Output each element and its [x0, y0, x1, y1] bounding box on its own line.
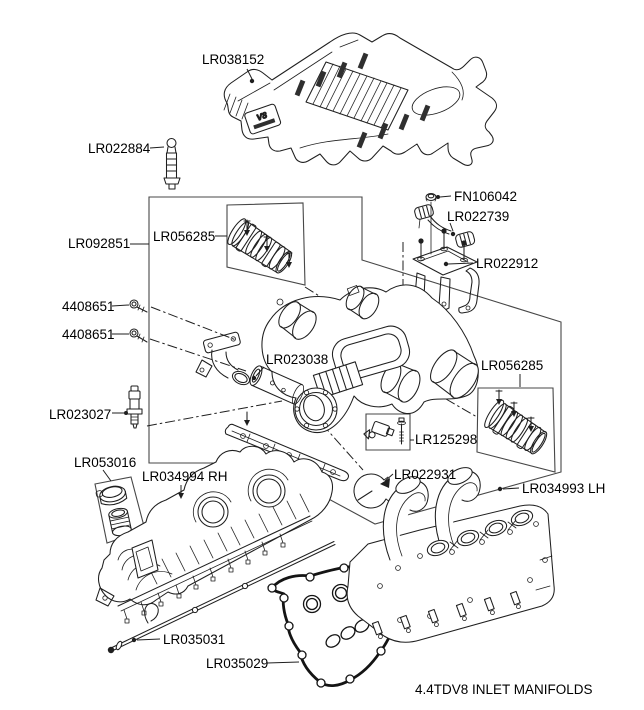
- intake-duct-right-drawing: [482, 390, 551, 459]
- part-label-lr035031[interactable]: LR035031: [163, 632, 226, 647]
- part-label-lr023027[interactable]: LR023027: [49, 407, 112, 422]
- damper-pin-drawing: [164, 139, 180, 190]
- part-label-lr023038[interactable]: LR023038: [266, 352, 329, 367]
- part-label-4408651-b[interactable]: 4408651: [62, 327, 115, 342]
- intake-duct-upper-drawing: [225, 217, 296, 278]
- bolt-b-drawing: [130, 329, 147, 342]
- part-label-lr092851[interactable]: LR092851: [68, 236, 131, 251]
- bolt-a-drawing: [130, 300, 147, 312]
- part-label-lr056285-upper[interactable]: LR056285: [153, 229, 216, 244]
- part-label-lr022931[interactable]: LR022931: [394, 467, 457, 482]
- diagram-caption: 4.4TDV8 INLET MANIFOLDS: [415, 682, 593, 697]
- clamp-screw-pins: [244, 220, 292, 268]
- part-label-lr022884[interactable]: LR022884: [88, 141, 151, 156]
- o-ring-drawing: [354, 474, 390, 508]
- map-sensor-drawing: [363, 418, 406, 446]
- part-label-4408651-a[interactable]: 4408651: [62, 299, 115, 314]
- part-label-lr035029[interactable]: LR035029: [206, 656, 269, 671]
- part-label-lr022912[interactable]: LR022912: [476, 256, 539, 271]
- clamp-screw-pins-right: [496, 390, 534, 432]
- part-label-lr034994[interactable]: LR034994 RH: [142, 469, 228, 484]
- part-label-lr034993[interactable]: LR034993 LH: [522, 481, 606, 496]
- part-label-lr038152[interactable]: LR038152: [202, 52, 265, 67]
- engine-cover-drawing: [224, 33, 496, 165]
- v8-badge: [244, 103, 281, 134]
- part-label-lr022739[interactable]: LR022739: [447, 209, 510, 224]
- part-label-fn106042[interactable]: FN106042: [454, 189, 518, 204]
- part-label-lr056285-right[interactable]: LR056285: [481, 358, 544, 373]
- part-label-lr053016[interactable]: LR053016: [74, 455, 137, 470]
- v8-badge-text: V8: [255, 109, 269, 123]
- sensor-drawing: [127, 386, 142, 428]
- part-label-lr125298[interactable]: LR125298: [415, 432, 478, 447]
